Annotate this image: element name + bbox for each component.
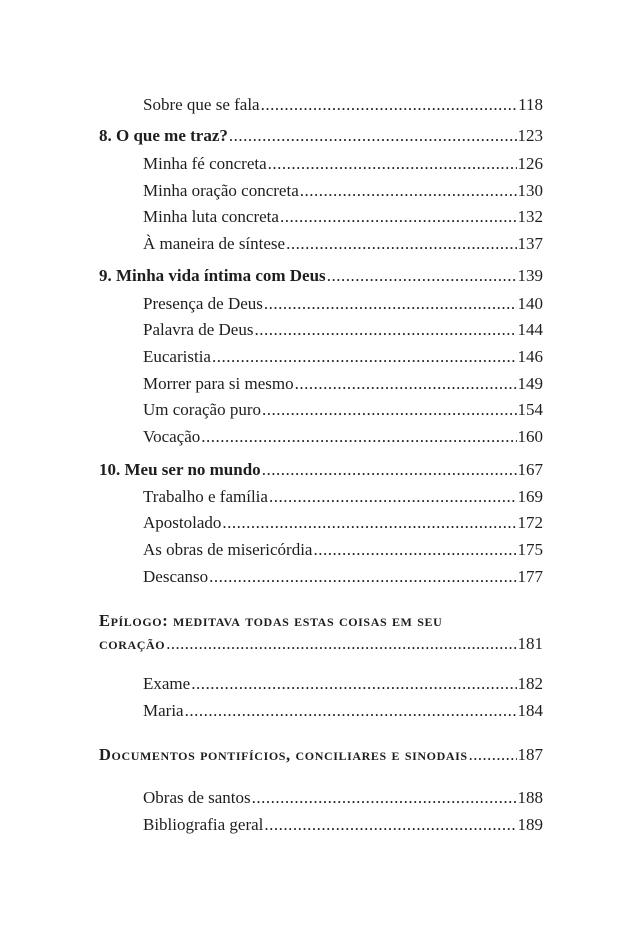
toc-entry [143,700,543,722]
toc-entry [143,399,543,421]
toc-entry-page: 126 [517,154,543,173]
toc-chapter-label: 9. Minha vida íntima com Deus [99,266,326,285]
dot-leader [261,94,518,116]
dot-leader [300,180,517,202]
toc-entry-label: As obras de misericórdia [143,540,313,559]
toc-section [99,744,543,766]
toc-entry-page: 188 [517,788,543,807]
toc-entry-label: Minha luta concreta [143,207,279,226]
dot-leader [166,633,516,655]
dot-leader [229,125,517,147]
toc-entry-page: 182 [517,674,543,693]
dot-leader [191,673,516,695]
dot-leader [313,539,516,561]
toc-entry-page: 154 [517,400,543,419]
toc-entry [143,673,543,695]
toc-entry-label: Obras de santos [143,788,251,807]
toc-entry-page: 146 [517,347,543,366]
toc-chapter [99,459,543,481]
toc-entry-page: 137 [517,234,543,253]
toc-entry [143,346,543,368]
toc-entry-label: À maneira de síntese [143,234,286,253]
toc-entry-label: Um coração puro [143,400,262,419]
toc-entry [143,233,543,255]
toc-entry-label: Maria [143,701,184,720]
dot-leader [327,265,517,287]
toc-entry-page: 172 [517,513,543,532]
toc-entry-page: 175 [517,540,543,559]
toc-entry-label: Presença de Deus [143,294,263,313]
toc-entry-page: 167 [517,460,543,479]
toc-entry [143,206,543,228]
toc-entry-page: 181 [517,634,543,653]
toc-entry [143,153,543,175]
toc-entry-label: Palavra de Deus [143,320,254,339]
dot-leader [185,700,517,722]
toc-entry-label: Bibliografia geral [143,815,264,834]
toc-chapter-label: 8. O que me traz? [99,126,228,145]
toc-section-label: coração [99,634,166,653]
dot-leader [295,373,517,395]
toc-entry-page: 177 [517,567,543,586]
dot-leader [286,233,516,255]
toc-entry-label: Apostolado [143,513,222,532]
toc-entry-label: Exame [143,674,191,693]
toc-chapter-label: 10. Meu ser no mundo [99,460,261,479]
toc-entry-page: 169 [517,487,543,506]
toc-entry-page: 130 [517,181,543,200]
dot-leader [222,512,516,534]
toc-entry-label: Descanso [143,567,209,586]
toc-entry-page: 144 [517,320,543,339]
toc-entry-label: Sobre que se fala [143,95,260,114]
toc-section [99,633,543,655]
toc-entry-label: Trabalho e família [143,487,268,506]
toc-section-label: Documentos pontifícios, conciliares e sinodais [99,745,468,764]
toc-entry [143,539,543,561]
toc-entry-label: Minha fé concreta [143,154,267,173]
dot-leader [264,293,517,315]
toc-entry [143,94,543,116]
toc-entry-label: Minha oração concreta [143,181,299,200]
dot-leader [268,153,517,175]
toc-entry-page: 123 [517,126,543,145]
toc-entry-page: 140 [517,294,543,313]
toc-entry-page: 118 [518,95,543,114]
toc-entry-page: 132 [517,207,543,226]
toc-entry [143,319,543,341]
toc-entry-label: Vocação [143,427,201,446]
dot-leader [212,346,517,368]
toc-entry [143,787,543,809]
toc-entry [143,512,543,534]
toc-entry-page: 189 [517,815,543,834]
toc-entry [143,293,543,315]
toc-entry [143,486,543,508]
toc-chapter [99,125,543,147]
toc-entry [143,373,543,395]
dot-leader [201,426,516,448]
dot-leader [264,814,516,836]
toc-entry-page: 187 [517,745,543,764]
toc-entry [143,180,543,202]
dot-leader [262,399,516,421]
dot-leader [209,566,516,588]
toc-entry-page: 184 [517,701,543,720]
toc-entry-label: Eucaristia [143,347,211,366]
dot-leader [269,486,517,508]
dot-leader [254,319,516,341]
dot-leader [280,206,517,228]
dot-leader [252,787,517,809]
toc-entry [143,566,543,588]
toc-section-label-line1: Epílogo: meditava todas estas coisas em seu [99,611,443,630]
dot-leader [469,744,517,766]
dot-leader [262,459,517,481]
toc-entry [143,426,543,448]
toc-entry-page: 139 [517,266,543,285]
toc-entry [143,814,543,836]
toc-entry-page: 149 [517,374,543,393]
toc-entry-label: Morrer para si mesmo [143,374,294,393]
toc-chapter [99,265,543,287]
toc-entry-page: 160 [517,427,543,446]
